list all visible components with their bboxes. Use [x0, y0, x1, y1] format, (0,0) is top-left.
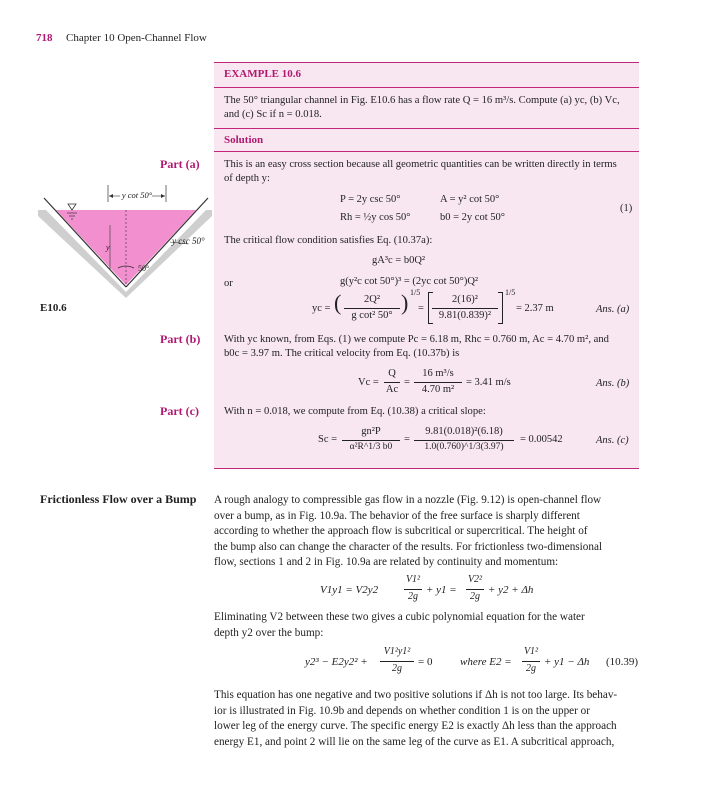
fraction-bar	[522, 661, 540, 662]
eq-cubic-den: 2g	[392, 663, 402, 674]
paren-close: )	[401, 290, 409, 315]
fraction-bar	[380, 661, 414, 662]
eq-mom-den-1: 2g	[408, 591, 418, 602]
text-line: over a bump, as in Fig. 10.9a. The behavior of the free surface is sharply different	[214, 509, 580, 522]
side-dimension-label: y csc 50°	[172, 236, 205, 246]
eq-where-den: 2g	[526, 663, 536, 674]
solution-rule	[214, 128, 639, 129]
eq-mom-num-1: V1²	[405, 574, 421, 585]
part-a-label: Part (a)	[160, 157, 200, 171]
top-dimension-label: y cot 50°	[121, 190, 153, 200]
angle-label: 50°	[138, 264, 150, 273]
eq-1-tag: (1)	[620, 203, 633, 214]
eq-sc-lhs: Sc =	[318, 434, 338, 445]
depth-label: y	[106, 243, 110, 252]
part-a-line-2: of depth y:	[224, 173, 270, 184]
eq-where-end: + y1 − Δh	[544, 656, 590, 668]
eq-vc-den-2: 4.70 m²	[421, 384, 455, 395]
eq-mom-num-2: V2²	[467, 574, 483, 585]
paren-open: (	[334, 290, 342, 315]
example-top-rule	[214, 62, 639, 63]
paragraph-1	[214, 493, 640, 571]
fraction-bar	[466, 589, 484, 590]
part-b-label: Part (b)	[160, 332, 201, 346]
text-line: depth y2 over the bump:	[214, 626, 324, 639]
page-number: 718	[36, 32, 53, 44]
free-surface-marker	[68, 204, 76, 210]
part-a-line-1: This is an easy cross section because all geometric quantities can be written directly in terms	[224, 159, 617, 170]
part-c-label: Part (c)	[160, 404, 199, 418]
text-line: energy E1, and point 2 will lie on the same leg of the curve as E1. A subcritical approach,	[214, 735, 615, 748]
example-title: EXAMPLE 10.6	[224, 68, 301, 80]
solution-label: Solution	[224, 134, 264, 146]
text-line: lower leg of the energy curve. The specific energy E2 is exactly Δh less than the approach	[214, 720, 617, 733]
paragraph-3	[214, 688, 640, 750]
eq-continuity: V1y1 = V2y2	[320, 584, 379, 596]
eq-yc-equals: =	[418, 303, 424, 314]
eq-yc-exp-2: 1/5	[505, 288, 516, 297]
eq-yc-num-1: 2Q²	[364, 294, 380, 305]
answer-a: Ans. (a)	[596, 304, 630, 315]
fraction-bar	[384, 382, 400, 383]
text-line: Eliminating V2 between these two gives a cubic polynomial equation for the water	[214, 611, 585, 623]
eq-where-num: V1²	[523, 646, 539, 657]
critical-condition-text: The critical flow condition satisfies Eq. (10.37a):	[224, 235, 433, 246]
eq-vc-result: = 3.41 m/s	[466, 377, 511, 388]
problem-line-2: and (c) Sc if n = 0.018.	[224, 109, 322, 120]
text-line: the bump also can change the character of the results. For frictionless two-dimensional	[214, 540, 603, 553]
fraction-bar	[432, 308, 498, 309]
eq-sc-den-1: α²R^1/3 b0	[349, 442, 393, 452]
fraction-bar	[414, 440, 514, 441]
eq-where: where E2 =	[460, 656, 512, 668]
answer-c: Ans. (c)	[596, 435, 629, 446]
eq-sc-num-2: 9.81(0.018)²(6.18)	[425, 426, 503, 437]
eq-vc-num-2: 16 m³/s	[422, 368, 454, 379]
text-line: according to whether the approach flow is subcritical or supercritical. The height of	[214, 525, 588, 538]
text-line: This equation has one negative and two positive solutions if Δh is not too large. Its behav-	[214, 689, 618, 701]
eq-hydraulic-radius: Rh = ½y cos 50°	[340, 212, 411, 223]
equals-sign: =	[404, 434, 410, 445]
figure-number: E10.6	[40, 302, 67, 314]
equals-sign: =	[404, 377, 410, 388]
or-label: or	[224, 278, 233, 289]
text-line: ior is illustrated in Fig. 10.9b and depends on whether condition 1 is on the upper or	[214, 704, 590, 717]
part-b-line-1: With yc known, from Eqs. (1) we compute Pc = 6.18 m, Rhc = 0.760 m, Ac = 4.70 m², and	[224, 334, 609, 345]
problem-line-1: The 50° triangular channel in Fig. E10.6 has a flow rate Q = 16 m³/s. Compute (a) yc, (b) Vc,	[224, 95, 620, 106]
running-header: Chapter 10 Open-Channel Flow	[66, 32, 207, 44]
eq-sc-num-1: gn²P	[361, 426, 381, 437]
eq-area: A = y² cot 50°	[440, 194, 500, 205]
eq-cubic-lhs: y2³ − E2y2² +	[305, 656, 368, 668]
part-c-line-1: With n = 0.018, we compute from Eq. (10.38) a critical slope:	[224, 406, 486, 417]
eq-vc-num-1: Q	[388, 368, 396, 379]
text-line: A rough analogy to compressible gas flow in a nozzle (Fig. 9.12) is open-channel flow	[214, 494, 602, 506]
eq-sc-den-2: 1.0(0.760)^1/3(3.97)	[424, 442, 504, 452]
section-heading: Frictionless Flow over a Bump	[40, 492, 197, 506]
eq-mom-mid: + y1 =	[426, 584, 457, 596]
eq-yc-lhs: yc =	[312, 303, 331, 314]
example-title-rule	[214, 87, 639, 88]
answer-b: Ans. (b)	[596, 378, 630, 389]
eq-vc-lhs: Vc =	[358, 377, 379, 388]
example-bottom-rule	[214, 468, 639, 469]
eq-yc-exp-1: 1/5	[410, 288, 421, 297]
eq-sc-result: = 0.00542	[520, 434, 563, 445]
eq-expanded-condition: g(y²c cot 50°)³ = (2yc cot 50°)Q²	[340, 276, 479, 287]
solution-under-rule	[214, 151, 639, 152]
part-b-line-2: b0c = 3.97 m. The critical velocity from Eq. (10.37b) is	[224, 348, 460, 359]
eq-perimeter: P = 2y csc 50°	[340, 194, 401, 205]
eq-cubic-rhs: = 0	[418, 656, 433, 668]
text-line: flow, sections 1 and 2 in Fig. 10.9a are related by continuity and momentum:	[214, 556, 559, 569]
eq-yc-num-2: 2(16)²	[452, 294, 478, 305]
eq-mom-den-2: 2g	[470, 591, 480, 602]
bracket-close	[498, 292, 503, 324]
eq-mom-end: + y2 + Δh	[488, 584, 534, 596]
eq-number-10-39: (10.39)	[606, 656, 639, 668]
fraction-bar	[404, 589, 422, 590]
eq-cubic-num: V1²y1²	[383, 646, 411, 657]
fraction-bar	[414, 382, 462, 383]
eq-yc-result: = 2.37 m	[516, 303, 554, 314]
eq-yc-den-1: g cot² 50°	[351, 310, 393, 321]
fraction-bar	[342, 440, 400, 441]
eq-top-width: b0 = 2y cot 50°	[440, 212, 505, 223]
fraction-bar	[344, 308, 400, 309]
eq-yc-den-2: 9.81(0.839)²	[438, 310, 492, 321]
paragraph-2	[214, 610, 640, 641]
eq-critical-condition: gA³c = b0Q²	[372, 255, 426, 266]
eq-vc-den-1: Ac	[385, 384, 399, 395]
